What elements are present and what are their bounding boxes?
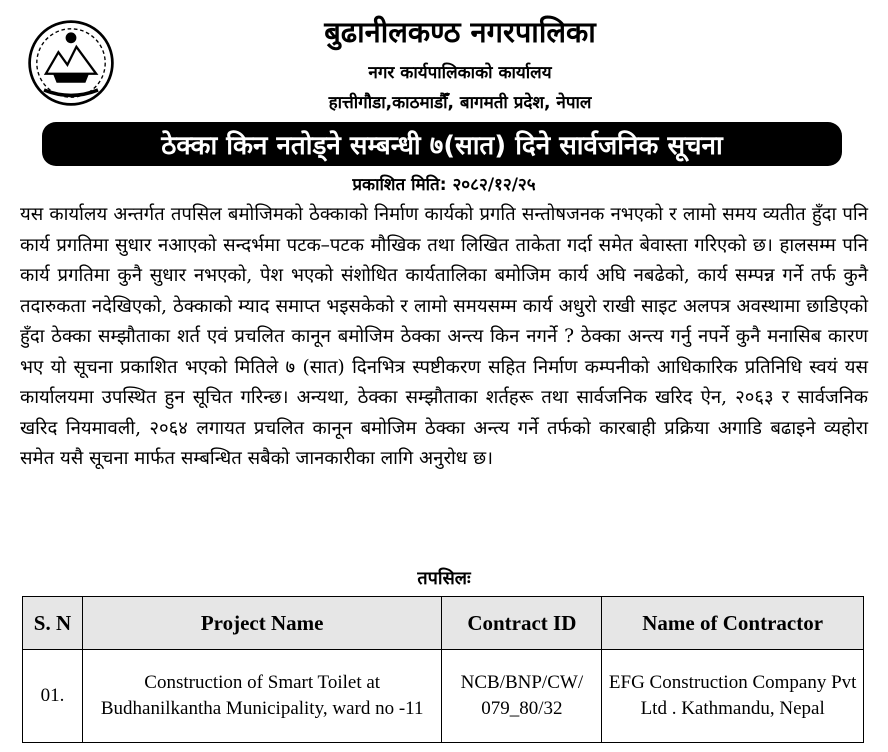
notice-title-banner <box>42 122 842 166</box>
table-row <box>23 650 864 743</box>
municipality-name: बुढानीलकण्ठ नगरपालिका <box>324 15 596 49</box>
published-date: प्रकाशित मिति: २०८२/१२/२५ <box>352 175 536 195</box>
header-contractor: Name of Contractor <box>602 597 864 650</box>
cell-sn: 01. <box>23 650 83 743</box>
notice-title: ठेक्का किन नतोड्ने सम्बन्धी ७(सात) दिने सार्वजनिक सूचना <box>161 131 723 161</box>
office-name: नगर कार्यपालिकाको कार्यालय <box>368 63 552 83</box>
office-address: हात्तीगौडा,काठमाडौँ, बागमती प्रदेश, नेपाल <box>328 93 592 113</box>
contract-table <box>22 596 864 743</box>
cell-contractor: EFG Construction Company Pvt Ltd . Kathmandu, Nepal <box>602 650 864 743</box>
table-header-row <box>23 597 864 650</box>
header-sn: S. N <box>23 597 83 650</box>
header-contract-id: Contract ID <box>442 597 602 650</box>
header-project-name: Project Name <box>82 597 441 650</box>
cell-contract-id: NCB/BNP/CW/ 079_80/32 <box>442 650 602 743</box>
notice-body: यस कार्यालय अन्तर्गत तपसिल बमोजिमको ठेक्काको निर्माण कार्यको प्रगति सन्तोषजनक नभएको र लामो समय व्यतीत हुँदा पनि कार्य प्रगतिमा सुधार नआएको सन्दर्भमा पटक–पटक मौखिक तथा लिखित ताकेता गर्दा समेत बेवास्ता गरिएको छ। हालसम्म पनि कार्य प्रगतिमा कुनै सुधार नभएको, पेश भएको संशोधित कार्यतालिका बमोजिम कार्य अघि नबढेको, कार्य सम्पन्न गर्ने तर्फ कुनै तदारुकता नदेखिएको, ठेक्काको म्याद समाप्त भइसकेको र लामो समयसम्म कार्य अधुरो राखी साइट अलपत्र अवस्थामा छाडिएको हुँदा ठेक्का सम्झौताका शर्त एवं प्रचलित कानून बमोजिम ठेक्का अन्त्य किन नगर्ने ? ठेक्का अन्त्य गर्नु नपर्ने कुनै मनासिब कारण भए यो सूचना प्रकाशित भएको मितिले ७ (सात) दिनभित्र स्पष्टीकरण सहित निर्माण कम्पनीको आधिकारिक प्रतिनिधि स्वयं यस कार्यालयमा उपस्थित हुन सूचित गरिन्छ। अन्यथा, ठेक्का सम्झौताका शर्तहरू तथा सार्वजनिक खरिद ऐन, २०६३ र सार्वजनिक खरिद नियमावली, २०६४ लगायत प्रचलित कानून बमोजिम ठेक्का अन्त्य गर्ने तर्फको कारबाही प्रक्रिया अगाडि बढाइने व्यहोरा समेत यसै सूचना मार्फत सम्बन्धित सबैको जानकारीका लागि अनुरोध छ। <box>20 204 868 469</box>
schedule-heading: तपसिलः <box>417 568 471 589</box>
cell-project-name: Construction of Smart Toilet at Budhanilkantha Municipality, ward no -11 <box>82 650 441 743</box>
